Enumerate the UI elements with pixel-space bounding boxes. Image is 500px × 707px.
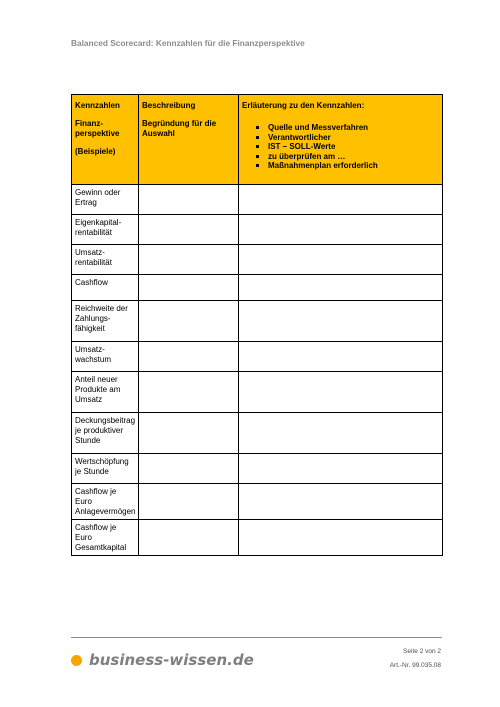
row-label: Reichweite der Zahlungs-fähigkeit [72,301,139,342]
document-title: Balanced Scorecard: Kennzahlen für die Finanzperspektive [71,38,305,48]
footer-divider [71,637,442,638]
header-erlaeuterung [239,95,443,185]
header-kennzahlen-note: (Beispiele) [75,147,116,156]
row-explanation-cell[interactable] [239,215,443,245]
row-description-cell[interactable] [139,454,239,484]
page-number: Seite 2 von 2 [403,648,441,655]
row-explanation-cell[interactable] [239,520,443,556]
row-label: Deckungsbeitrag je produktiver Stunde [72,413,139,454]
row-label: Umsatz-rentabilität [72,245,139,275]
bullet-item: IST – SOLL-Werte [254,142,439,152]
finance-kpi-table [71,94,443,556]
row-explanation-cell[interactable] [239,454,443,484]
bullet-item: Maßnahmenplan erforderlich [254,161,439,171]
table-header-row [72,95,443,185]
logo-text: business-wissen.de [89,651,254,669]
row-explanation-cell[interactable] [239,301,443,342]
table-row [72,454,443,484]
row-label: Cashflow je Euro Anlagevermögen [72,484,139,520]
header-beschreibung [139,95,239,185]
table-row [72,301,443,342]
header-beschreibung-sub: Begründung für die Auswahl [142,119,217,138]
row-description-cell[interactable] [139,185,239,215]
row-label: Eigenkapital-rentabilität [72,215,139,245]
row-explanation-cell[interactable] [239,372,443,413]
row-explanation-cell[interactable] [239,342,443,372]
row-description-cell[interactable] [139,215,239,245]
row-description-cell[interactable] [139,301,239,342]
header-beschreibung-title: Beschreibung [142,101,196,110]
table-row [72,185,443,215]
table-row [72,484,443,520]
row-explanation-cell[interactable] [239,413,443,454]
bullet-item: Quelle und Messverfahren [254,123,439,133]
header-kennzahlen-title: Kennzahlen [75,101,120,110]
row-description-cell[interactable] [139,342,239,372]
table-row [72,413,443,454]
row-description-cell[interactable] [139,275,239,301]
row-label: Anteil neuer Produkte am Umsatz [72,372,139,413]
header-kennzahlen-sub: Finanz-perspektive [75,119,120,138]
row-label: Umsatz-wachstum [72,342,139,372]
row-label: Cashflow [72,275,139,301]
table-row [72,245,443,275]
table-row [72,275,443,301]
table-row [72,215,443,245]
table-row [72,520,443,556]
article-number: Art.-Nr. 99.035.08 [389,662,441,669]
table-row [72,372,443,413]
row-description-cell[interactable] [139,413,239,454]
header-erlaeuterung-bullets [254,123,439,171]
bullet-item: zu überprüfen am … [254,152,439,162]
bullet-item: Verantwortlicher [254,133,439,143]
row-description-cell[interactable] [139,484,239,520]
table-row [72,342,443,372]
row-description-cell[interactable] [139,245,239,275]
row-explanation-cell[interactable] [239,185,443,215]
row-description-cell[interactable] [139,372,239,413]
header-kennzahlen [72,95,139,185]
logo-dot-icon [71,655,82,666]
row-label: Wertschöpfung je Stunde [72,454,139,484]
row-label: Gewinn oder Ertrag [72,185,139,215]
row-explanation-cell[interactable] [239,484,443,520]
header-erlaeuterung-title: Erläuterung zu den Kennzahlen: [242,101,365,110]
row-label: Cashflow je Euro Gesamtkapital [72,520,139,556]
row-description-cell[interactable] [139,520,239,556]
row-explanation-cell[interactable] [239,245,443,275]
row-explanation-cell[interactable] [239,275,443,301]
